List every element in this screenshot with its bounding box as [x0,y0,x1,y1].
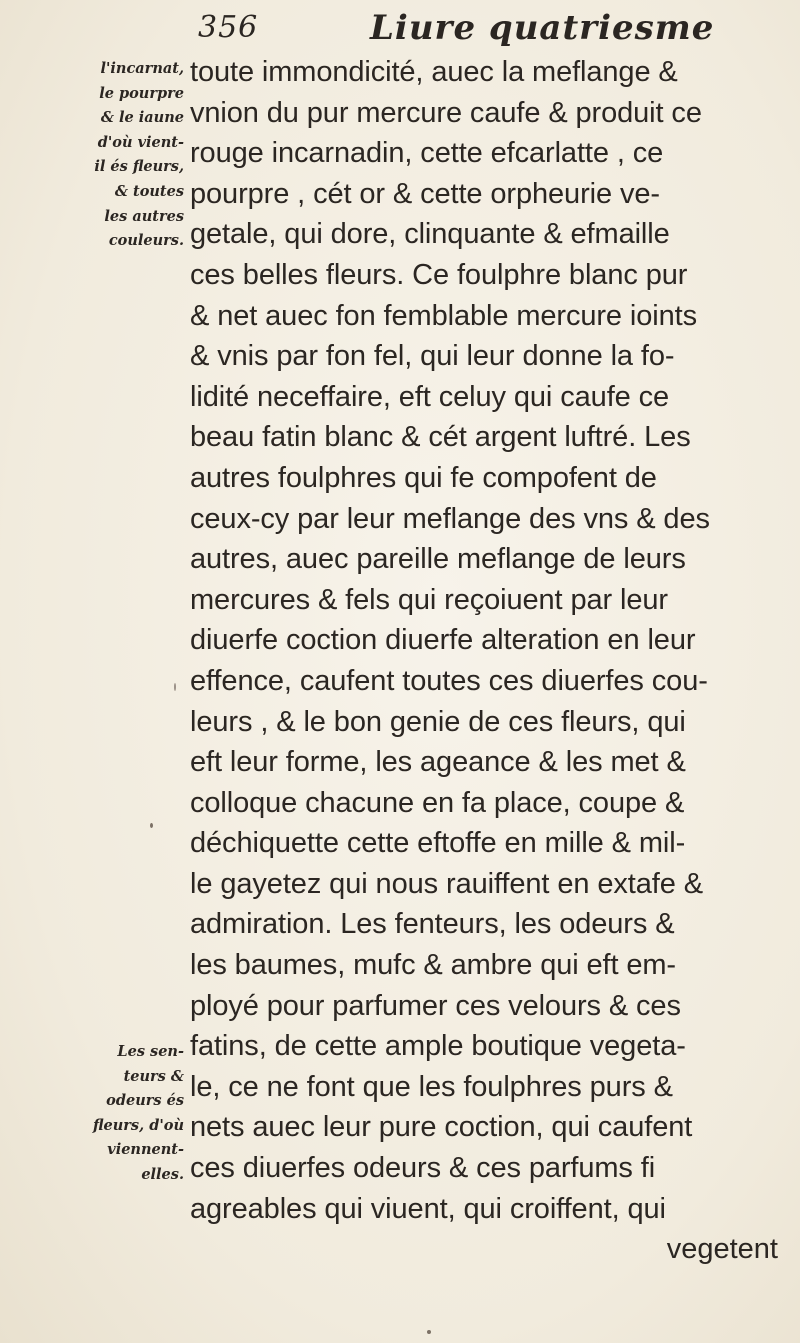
running-title: Liure quatriesme [370,8,715,48]
text-line: pourpre , cét or & cette orpheurie ve- [190,177,660,210]
ink-speck [174,683,176,691]
text-line: & net auec fon femblable mercure ioints [190,299,697,332]
text-line: autres, auec pareille meflange de leurs [190,543,686,576]
text-line: ces belles fleurs. Ce foulphre blanc pur [190,258,688,291]
margin-note-line: & toutes [114,182,184,200]
text-line: agreables qui viuent, qui croiffent, qui [190,1192,666,1225]
text-line: nets auec leur pure coction, qui caufent [190,1111,693,1144]
margin-note-scents [50,1040,184,1188]
margin-note-line: Les sen- [117,1043,184,1060]
ink-speck [427,1330,431,1334]
page-header [0,8,800,48]
text-line: ceux-cy par leur meflange des vns & des [190,502,710,535]
text-line: le gayetez qui nous rauiffent en extafe & [190,867,703,900]
text-line: ployé pour parfumer ces velours & ces [190,989,681,1022]
margin-note-line: fleurs, d'où [92,1116,184,1134]
ink-speck [150,823,153,828]
text-line: diuerfe coction diuerfe alteration en leur [190,624,696,657]
text-line: colloque chacune en fa place, coupe & [190,786,685,819]
margin-note-line: le pourpre [99,84,184,102]
text-line: & vnis par fon fel, qui leur donne la fo- [190,340,675,373]
text-line: autres foulphres qui fe compofent de [190,461,657,494]
margin-note-line: les autres [104,207,184,225]
text-line: admiration. Les fenteurs, les odeurs & [190,908,675,941]
margin-note-line: odeurs és [106,1092,184,1110]
text-line: getale, qui dore, clinquante & efmaille [190,218,670,251]
text-line: lidité neceffaire, eft celuy qui caufe ce [190,380,670,413]
catchword: vegetent [666,1233,778,1266]
text-line: les baumes, mufc & ambre qui eft em- [190,949,676,982]
text-line: eft leur forme, les ageance & les met & [190,746,686,779]
margin-note-line: & le iaune [100,109,184,127]
text-line: beau fatin blanc & cét argent luftré. Les [190,421,691,454]
text-line: déchiquette cette eftoffe en mille & mil- [190,827,686,860]
text-line: fatins, de cette ample boutique vegeta- [190,1030,686,1063]
text-line: mercures & fels qui reçoiuent par leur [190,583,668,616]
text-line: toute immondicité, auec la meflange & [190,56,678,88]
text-line: leurs , & le bon genie de ces fleurs, qui [190,705,686,738]
text-line: rouge incarnadin, cette efcarlatte , ce [190,137,664,170]
margin-note-line: il és fleurs, [94,158,184,176]
body-text [190,52,790,1270]
margin-note-colors [50,57,184,254]
page-number: 356 [198,10,259,45]
margin-note-line: d'où vient- [97,133,184,151]
margin-note-line: elles. [141,1165,184,1183]
margin-note-line: couleurs. [108,232,184,250]
text-line: vnion du pur mercure caufe & produit ce [190,96,702,129]
margin-note-line: l'incarnat, [100,60,184,77]
margin-note-line: viennent- [107,1141,184,1159]
text-line: effence, caufent toutes ces diuerfes cou- [190,664,708,697]
margin-note-line: teurs & [123,1067,184,1085]
text-line: le, ce ne font que les foulphres purs & [190,1070,673,1103]
text-line: ces diuerfes odeurs & ces parfums fi [190,1152,656,1185]
